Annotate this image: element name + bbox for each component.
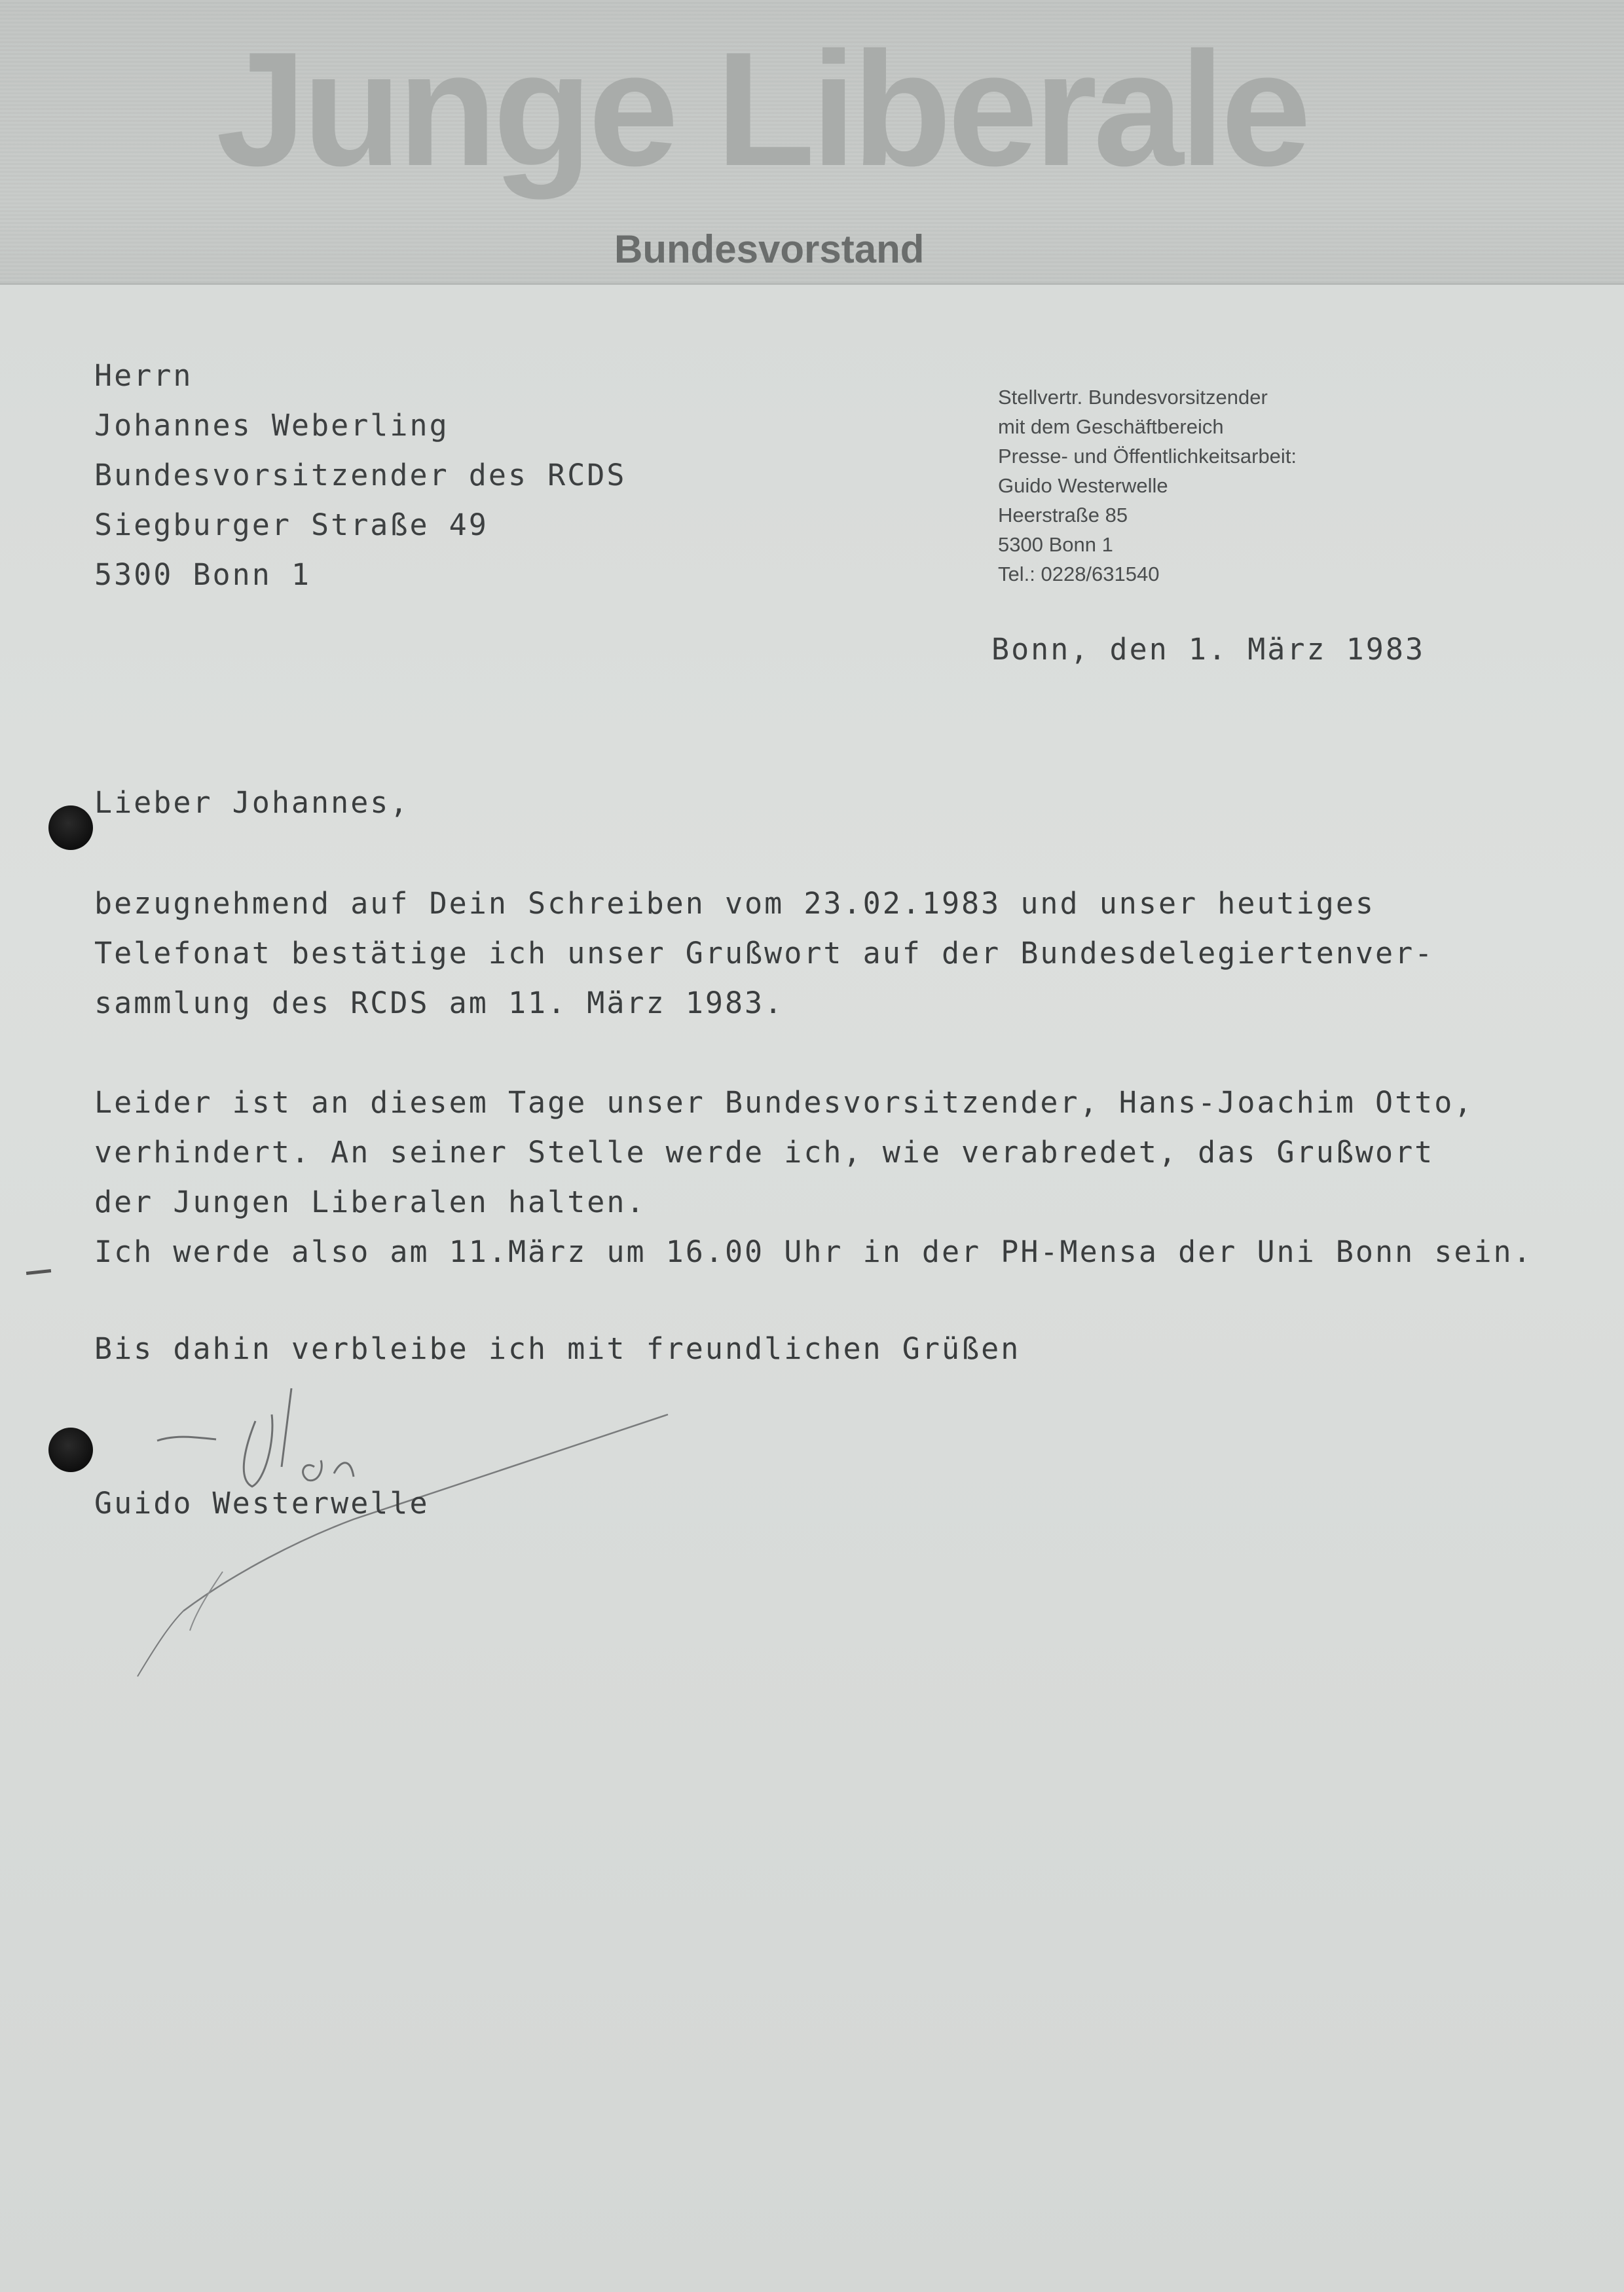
letterhead-subtitle: Bundesvorstand xyxy=(614,227,925,271)
sender-line: Tel.: 0228/631540 xyxy=(998,563,1160,585)
sender-line: 5300 Bonn 1 xyxy=(998,533,1113,556)
sender-line: Presse- und Öffentlichkeitsarbeit: xyxy=(998,445,1297,468)
recipient-line: Bundesvorsitzender des RCDS xyxy=(94,458,627,492)
body-line: sammlung des RCDS am 11. März 1983. xyxy=(94,986,784,1020)
recipient-line: Herrn xyxy=(94,358,193,393)
punch-hole xyxy=(48,1428,93,1472)
salutation: Lieber Johannes, xyxy=(94,785,410,820)
body-line: der Jungen Liberalen halten. xyxy=(94,1185,646,1219)
closing-line: Bis dahin verbleibe ich mit freundlichen Grüßen xyxy=(94,1331,1021,1366)
body-line: bezugnehmend auf Dein Schreiben vom 23.02.1983 und unser heutiges xyxy=(94,886,1375,921)
handwritten-signature xyxy=(118,1362,707,1703)
body-paragraph-2 xyxy=(94,1078,1533,1277)
sender-line: Heerstraße 85 xyxy=(998,504,1128,527)
sender-line: mit dem Geschäftbereich xyxy=(998,415,1224,438)
letterhead xyxy=(0,0,1624,285)
signer-name: Guido Westerwelle xyxy=(94,1486,430,1521)
punch-hole xyxy=(48,805,93,850)
body-line: Leider ist an diesem Tage unser Bundesvorsitzender, Hans-Joachim Otto, xyxy=(94,1085,1474,1120)
recipient-line: Johannes Weberling xyxy=(94,408,449,443)
body-line: verhindert. An seiner Stelle werde ich, wie verabredet, das Grußwort xyxy=(94,1135,1435,1170)
recipient-line: Siegburger Straße 49 xyxy=(94,508,489,542)
sender-line: Guido Westerwelle xyxy=(998,474,1168,497)
sender-block xyxy=(998,382,1297,589)
sender-line: Stellvertr. Bundesvorsitzender xyxy=(998,386,1268,409)
body-line: Telefonat bestätige ich unser Grußwort auf der Bundesdelegiertenver- xyxy=(94,936,1435,970)
letter-date: Bonn, den 1. März 1983 xyxy=(991,632,1426,667)
recipient-address xyxy=(94,351,627,600)
body-line: Ich werde also am 11.März um 16.00 Uhr in der PH-Mensa der Uni Bonn sein. xyxy=(94,1234,1533,1269)
recipient-line: 5300 Bonn 1 xyxy=(94,557,312,592)
body-paragraph-1 xyxy=(94,879,1434,1028)
fold-mark xyxy=(26,1269,51,1275)
logo-wordmark: Junge Liberale xyxy=(216,18,1308,200)
